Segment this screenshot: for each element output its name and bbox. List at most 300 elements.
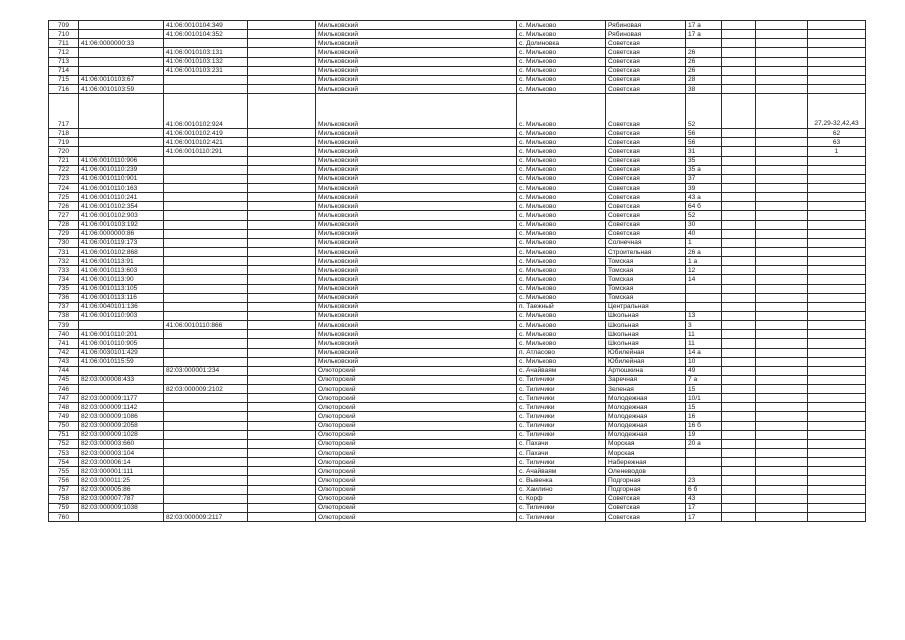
cadastral-number-alt-cell <box>164 458 248 467</box>
empty-cell <box>722 229 756 238</box>
cadastral-number-alt-cell <box>164 302 248 311</box>
house-number-cell: 56 <box>686 129 722 138</box>
table-row <box>49 302 866 311</box>
apartment-number-cell <box>808 394 866 403</box>
row-number-cell: 737 <box>49 302 79 311</box>
cadastral-number-cell: 82:03:000008:433 <box>79 375 164 384</box>
cadastral-number-alt-cell <box>164 476 248 485</box>
empty-cell <box>756 39 808 48</box>
house-number-cell: 40 <box>686 229 722 238</box>
table-row <box>49 430 866 439</box>
empty-cell <box>722 238 756 247</box>
cadastral-number-alt-cell <box>164 238 248 247</box>
cadastral-number-cell <box>79 138 164 147</box>
settlement-cell: с. Долиновка <box>517 39 606 48</box>
table-row <box>49 348 866 357</box>
district-cell: Мильковский <box>316 30 517 39</box>
table-row <box>49 202 866 211</box>
cadastral-number-alt-cell <box>164 503 248 512</box>
apartment-number-cell <box>808 257 866 266</box>
empty-cell <box>248 339 316 348</box>
cadastral-number-cell: 82:03:000003:660 <box>79 439 164 448</box>
cadastral-number-alt-cell <box>164 357 248 366</box>
table-row <box>49 57 866 66</box>
empty-cell <box>756 430 808 439</box>
cadastral-number-cell: 82:03:000001:111 <box>79 467 164 476</box>
empty-cell <box>248 202 316 211</box>
empty-cell <box>248 439 316 448</box>
cadastral-number-cell: 41:06:0010110:905 <box>79 339 164 348</box>
apartment-number-cell <box>808 366 866 375</box>
district-cell: Мильковский <box>316 21 517 30</box>
empty-cell <box>248 366 316 375</box>
row-number-cell: 758 <box>49 494 79 503</box>
table-row <box>49 339 866 348</box>
apartment-number-cell <box>808 311 866 320</box>
empty-cell <box>756 375 808 384</box>
table-row <box>49 30 866 39</box>
settlement-cell: с. Мильково <box>517 21 606 30</box>
empty-cell <box>756 394 808 403</box>
district-cell: Олюторский <box>316 513 517 522</box>
apartment-number-cell <box>808 156 866 165</box>
table-row <box>49 39 866 48</box>
district-cell: Мильковский <box>316 75 517 84</box>
house-number-cell: 14 а <box>686 348 722 357</box>
empty-cell <box>248 138 316 147</box>
settlement-cell: с. Мильково <box>517 229 606 238</box>
district-cell: Мильковский <box>316 293 517 302</box>
house-number-cell: 49 <box>686 366 722 375</box>
empty-cell <box>722 247 756 256</box>
table-row <box>49 211 866 220</box>
empty-cell <box>248 21 316 30</box>
apartment-number-cell <box>808 513 866 522</box>
district-cell: Олюторский <box>316 430 517 439</box>
table-row <box>49 385 866 394</box>
settlement-cell: с. Тиличики <box>517 458 606 467</box>
cadastral-number-cell: 41:06:0010113:603 <box>79 266 164 275</box>
street-cell: Советская <box>606 174 686 183</box>
street-cell: Советская <box>606 94 686 129</box>
apartment-number-cell <box>808 430 866 439</box>
cadastral-number-alt-cell: 82:03:000009:2117 <box>164 513 248 522</box>
empty-cell <box>248 348 316 357</box>
house-number-cell: 52 <box>686 211 722 220</box>
empty-cell <box>756 183 808 192</box>
empty-cell <box>248 412 316 421</box>
row-number-cell: 739 <box>49 321 79 330</box>
district-cell: Олюторский <box>316 467 517 476</box>
street-cell: Советская <box>606 211 686 220</box>
empty-cell <box>756 174 808 183</box>
apartment-number-cell <box>808 66 866 75</box>
district-cell: Олюторский <box>316 476 517 485</box>
table-row <box>49 174 866 183</box>
district-cell: Мильковский <box>316 284 517 293</box>
cadastral-number-alt-cell: 41:06:0010102:419 <box>164 129 248 138</box>
settlement-cell: с. Мильково <box>517 238 606 247</box>
street-cell: Советская <box>606 202 686 211</box>
cadastral-number-cell: 82:03:000003:104 <box>79 449 164 458</box>
district-cell: Мильковский <box>316 229 517 238</box>
settlement-cell: с. Тиличики <box>517 421 606 430</box>
table-row <box>49 412 866 421</box>
cadastral-number-cell: 41:06:0010110:239 <box>79 165 164 174</box>
cadastral-number-alt-cell <box>164 266 248 275</box>
house-number-cell: 26 <box>686 48 722 57</box>
settlement-cell: с. Тиличики <box>517 403 606 412</box>
empty-cell <box>248 30 316 39</box>
apartment-number-cell <box>808 211 866 220</box>
cadastral-number-cell: 41:06:0000000:86 <box>79 229 164 238</box>
street-cell: Юбилейная <box>606 348 686 357</box>
cadastral-number-alt-cell: 41:06:0010103:132 <box>164 57 248 66</box>
empty-cell <box>722 421 756 430</box>
settlement-cell: с. Ачайваям <box>517 366 606 375</box>
empty-cell <box>756 339 808 348</box>
row-number-cell: 754 <box>49 458 79 467</box>
cadastral-number-alt-cell <box>164 430 248 439</box>
empty-cell <box>756 193 808 202</box>
empty-cell <box>722 84 756 93</box>
house-number-cell: 11 <box>686 330 722 339</box>
empty-cell <box>248 330 316 339</box>
apartment-number-cell <box>808 321 866 330</box>
empty-cell <box>722 211 756 220</box>
house-number-cell <box>686 302 722 311</box>
empty-cell <box>756 57 808 66</box>
street-cell: Центральная <box>606 302 686 311</box>
settlement-cell: с. Мильково <box>517 266 606 275</box>
house-number-cell: 26 <box>686 66 722 75</box>
row-number-cell: 721 <box>49 156 79 165</box>
street-cell: Молодежная <box>606 412 686 421</box>
empty-cell <box>722 147 756 156</box>
cadastral-number-alt-cell <box>164 403 248 412</box>
street-cell: Морская <box>606 439 686 448</box>
district-cell: Мильковский <box>316 57 517 66</box>
house-number-cell: 28 <box>686 75 722 84</box>
empty-cell <box>756 293 808 302</box>
empty-cell <box>756 165 808 174</box>
cadastral-number-cell <box>79 48 164 57</box>
empty-cell <box>248 84 316 93</box>
cadastral-number-alt-cell: 41:06:0010104:352 <box>164 30 248 39</box>
apartment-number-cell <box>808 485 866 494</box>
settlement-cell: с. Мильково <box>517 156 606 165</box>
empty-cell <box>722 403 756 412</box>
row-number-cell: 755 <box>49 467 79 476</box>
district-cell: Мильковский <box>316 138 517 147</box>
empty-cell <box>722 266 756 275</box>
empty-cell <box>248 357 316 366</box>
street-cell: Советская <box>606 183 686 192</box>
cadastral-number-cell: 41:06:0030101:429 <box>79 348 164 357</box>
empty-cell <box>248 485 316 494</box>
cadastral-number-alt-cell: 41:06:0010110:866 <box>164 321 248 330</box>
empty-cell <box>722 94 756 129</box>
apartment-number-cell <box>808 75 866 84</box>
settlement-cell: с. Мильково <box>517 66 606 75</box>
cadastral-number-alt-cell: 82:03:000001:234 <box>164 366 248 375</box>
empty-cell <box>722 275 756 284</box>
table-row <box>49 449 866 458</box>
empty-cell <box>722 174 756 183</box>
apartment-number-cell <box>808 476 866 485</box>
table-row <box>49 439 866 448</box>
settlement-cell: с. Тиличики <box>517 385 606 394</box>
table-row <box>49 84 866 93</box>
empty-cell <box>722 357 756 366</box>
cadastral-number-alt-cell <box>164 330 248 339</box>
empty-cell <box>756 220 808 229</box>
cadastral-number-alt-cell <box>164 439 248 448</box>
row-number-cell: 756 <box>49 476 79 485</box>
table-row <box>49 485 866 494</box>
table-row <box>49 513 866 522</box>
house-number-cell <box>686 467 722 476</box>
empty-cell <box>248 48 316 57</box>
apartment-number-cell <box>808 339 866 348</box>
empty-cell <box>756 48 808 57</box>
empty-cell <box>248 494 316 503</box>
row-number-cell: 760 <box>49 513 79 522</box>
empty-cell <box>756 412 808 421</box>
empty-cell <box>722 348 756 357</box>
row-number-cell: 724 <box>49 183 79 192</box>
house-number-cell: 35 <box>686 156 722 165</box>
street-cell: Советская <box>606 494 686 503</box>
cadastral-number-cell: 41:06:0010119:173 <box>79 238 164 247</box>
row-number-cell: 747 <box>49 394 79 403</box>
table-row <box>49 66 866 75</box>
empty-cell <box>722 485 756 494</box>
street-cell: Строительная <box>606 247 686 256</box>
street-cell: Томская <box>606 293 686 302</box>
row-number-cell: 712 <box>49 48 79 57</box>
empty-cell <box>248 293 316 302</box>
table-row <box>49 75 866 84</box>
empty-cell <box>756 439 808 448</box>
apartment-number-cell: 62 <box>808 129 866 138</box>
district-cell: Олюторский <box>316 412 517 421</box>
table-row <box>49 421 866 430</box>
district-cell: Олюторский <box>316 503 517 512</box>
street-cell: Советская <box>606 66 686 75</box>
settlement-cell: с. Тиличики <box>517 513 606 522</box>
cadastral-number-alt-cell <box>164 375 248 384</box>
settlement-cell: с. Мильково <box>517 357 606 366</box>
house-number-cell: 19 <box>686 430 722 439</box>
house-number-cell: 12 <box>686 266 722 275</box>
cadastral-number-cell: 41:06:0010113:91 <box>79 257 164 266</box>
street-cell: Советская <box>606 48 686 57</box>
settlement-cell: с. Тиличики <box>517 394 606 403</box>
row-number-cell: 750 <box>49 421 79 430</box>
district-cell: Мильковский <box>316 202 517 211</box>
street-cell: Набережная <box>606 458 686 467</box>
apartment-number-cell <box>808 84 866 93</box>
street-cell: Подгорная <box>606 485 686 494</box>
settlement-cell: с. Мильково <box>517 211 606 220</box>
table-row <box>49 94 866 129</box>
district-cell: Мильковский <box>316 66 517 75</box>
cadastral-number-alt-cell <box>164 39 248 48</box>
cadastral-number-alt-cell <box>164 211 248 220</box>
empty-cell <box>248 302 316 311</box>
house-number-cell: 14 <box>686 275 722 284</box>
house-number-cell: 38 <box>686 84 722 93</box>
house-number-cell: 30 <box>686 220 722 229</box>
table-row <box>49 366 866 375</box>
empty-cell <box>756 94 808 129</box>
house-number-cell <box>686 293 722 302</box>
row-number-cell: 743 <box>49 357 79 366</box>
apartment-number-cell <box>808 503 866 512</box>
cadastral-number-alt-cell: 82:03:000009:2102 <box>164 385 248 394</box>
row-number-cell: 726 <box>49 202 79 211</box>
empty-cell <box>722 193 756 202</box>
street-cell: Заречная <box>606 375 686 384</box>
empty-cell <box>248 284 316 293</box>
empty-cell <box>248 476 316 485</box>
empty-cell <box>248 238 316 247</box>
empty-cell <box>722 412 756 421</box>
row-number-cell: 728 <box>49 220 79 229</box>
empty-cell <box>756 275 808 284</box>
table-row <box>49 458 866 467</box>
empty-cell <box>756 21 808 30</box>
row-number-cell: 757 <box>49 485 79 494</box>
empty-cell <box>756 138 808 147</box>
empty-cell <box>756 247 808 256</box>
cadastral-number-cell: 41:06:0010110:903 <box>79 311 164 320</box>
district-cell: Мильковский <box>316 247 517 256</box>
cadastral-number-cell: 41:06:0010113:116 <box>79 293 164 302</box>
apartment-number-cell <box>808 412 866 421</box>
cadastral-number-alt-cell <box>164 229 248 238</box>
empty-cell <box>756 467 808 476</box>
table-row <box>49 129 866 138</box>
row-number-cell: 725 <box>49 193 79 202</box>
settlement-cell: с. Хаилино <box>517 485 606 494</box>
row-number-cell: 740 <box>49 330 79 339</box>
empty-cell <box>722 30 756 39</box>
street-cell: Советская <box>606 138 686 147</box>
table-row <box>49 138 866 147</box>
empty-cell <box>248 449 316 458</box>
apartment-number-cell <box>808 275 866 284</box>
settlement-cell: с. Мильково <box>517 147 606 156</box>
cadastral-number-alt-cell <box>164 193 248 202</box>
cadastral-number-cell <box>79 94 164 129</box>
empty-cell <box>756 156 808 165</box>
cadastral-number-cell: 41:06:0010102:903 <box>79 211 164 220</box>
settlement-cell: с. Мильково <box>517 75 606 84</box>
house-number-cell <box>686 39 722 48</box>
table-row <box>49 21 866 30</box>
cadastral-number-cell <box>79 385 164 394</box>
empty-cell <box>722 439 756 448</box>
cadastral-number-alt-cell <box>164 247 248 256</box>
district-cell: Мильковский <box>316 183 517 192</box>
apartment-number-cell <box>808 174 866 183</box>
district-cell: Олюторский <box>316 494 517 503</box>
empty-cell <box>756 485 808 494</box>
apartment-number-cell <box>808 302 866 311</box>
empty-cell <box>248 147 316 156</box>
house-number-cell: 15 <box>686 385 722 394</box>
empty-cell <box>248 375 316 384</box>
house-number-cell: 43 а <box>686 193 722 202</box>
cadastral-number-alt-cell: 41:06:0010104:349 <box>164 21 248 30</box>
empty-cell <box>756 458 808 467</box>
empty-cell <box>248 275 316 284</box>
row-number-cell: 738 <box>49 311 79 320</box>
cadastral-number-cell: 41:06:0010102:354 <box>79 202 164 211</box>
cadastral-number-alt-cell <box>164 412 248 421</box>
district-cell: Мильковский <box>316 302 517 311</box>
district-cell: Олюторский <box>316 421 517 430</box>
table-row <box>49 284 866 293</box>
empty-cell <box>248 467 316 476</box>
settlement-cell: с. Тиличики <box>517 375 606 384</box>
empty-cell <box>722 375 756 384</box>
empty-cell <box>756 357 808 366</box>
row-number-cell: 727 <box>49 211 79 220</box>
cadastral-number-alt-cell <box>164 394 248 403</box>
district-cell: Олюторский <box>316 485 517 494</box>
apartment-number-cell <box>808 30 866 39</box>
cadastral-number-cell <box>79 366 164 375</box>
house-number-cell: 52 <box>686 94 722 129</box>
cadastral-number-cell: 41:06:0010110:906 <box>79 156 164 165</box>
settlement-cell: с. Мильково <box>517 284 606 293</box>
district-cell: Олюторский <box>316 366 517 375</box>
cadastral-number-alt-cell: 41:06:0010103:231 <box>164 66 248 75</box>
settlement-cell: с. Тиличики <box>517 430 606 439</box>
settlement-cell: п. Таежный <box>517 302 606 311</box>
apartment-number-cell: 27,29-32,42,43 <box>808 94 866 129</box>
row-number-cell: 742 <box>49 348 79 357</box>
cadastral-number-alt-cell <box>164 257 248 266</box>
empty-cell <box>248 247 316 256</box>
apartment-number-cell <box>808 439 866 448</box>
settlement-cell: с. Мильково <box>517 129 606 138</box>
house-number-cell <box>686 449 722 458</box>
settlement-cell: с. Мильково <box>517 339 606 348</box>
street-cell: Оленеводов <box>606 467 686 476</box>
street-cell: Школьная <box>606 311 686 320</box>
empty-cell <box>248 165 316 174</box>
cadastral-number-alt-cell <box>164 174 248 183</box>
settlement-cell: п. Атласово <box>517 348 606 357</box>
street-cell: Советская <box>606 57 686 66</box>
empty-cell <box>722 311 756 320</box>
cadastral-number-alt-cell <box>164 84 248 93</box>
row-number-cell: 736 <box>49 293 79 302</box>
apartment-number-cell <box>808 467 866 476</box>
table-row <box>49 156 866 165</box>
settlement-cell: с. Тиличики <box>517 503 606 512</box>
cadastral-number-alt-cell <box>164 284 248 293</box>
table-row <box>49 394 866 403</box>
cadastral-number-cell: 41:06:0010113:90 <box>79 275 164 284</box>
row-number-cell: 734 <box>49 275 79 284</box>
street-cell: Рябиновая <box>606 21 686 30</box>
empty-cell <box>756 257 808 266</box>
